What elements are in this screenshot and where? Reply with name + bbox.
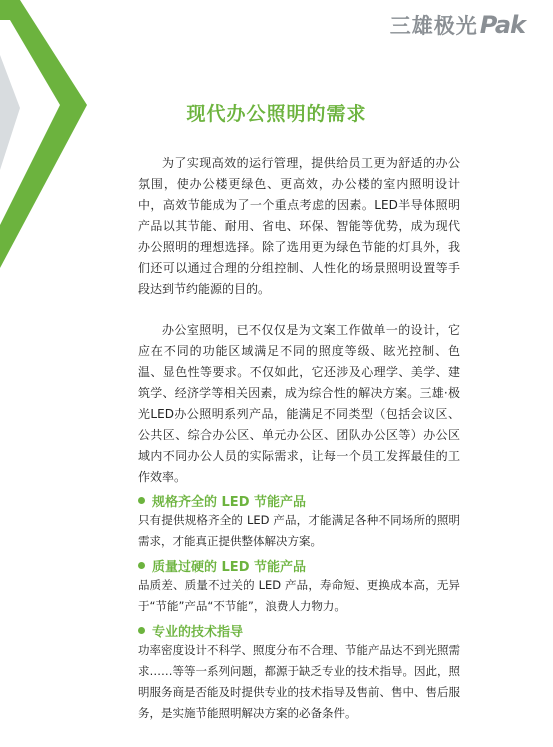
section-quality [138, 555, 460, 617]
section-complete-specs [138, 490, 460, 552]
office-lighting-paragraph: 办公室照明，已不仅仅是为文案工作做单一的设计，它应在不同的功能区域满足不同的照度等级、眩光控制、色温、显色性等要求。不仅如此，它还涉及心理学、美学、建筑学、经济学等相关因素，成为综合性的解决方案。三雄·极光LED办公照明系列产品，能满足不同类型（包括会议区、公共区、综合办公区、单元办公区、团队办公区等）办公区域内不同办公人员的实际需求，让每一个员工发挥最佳的工作效率。 [138, 323, 460, 484]
intro-paragraph: 为了实现高效的运行管理，提供给员工更为舒适的办公氛围，使办公楼更绿色、更高效，办公楼的室内照明设计中，高效节能成为了一个重点考虑的因素。LED半导体照明产品以其节能、耐用、省电、环保、智能等优势，成为现代办公照明的理想选择。除了选用更为绿色节能的灯具外，我们还可以通过合理的分组控制、人性化的场景照明设置等手段达到节约能源的目的。 [138, 156, 460, 296]
brand-logo [390, 10, 525, 40]
bullet-dot-icon [138, 562, 145, 569]
logo-text-cn: 三雄极光 [389, 14, 478, 38]
section-heading-text: 规格齐全的 LED 节能产品 [152, 494, 307, 510]
section-technical-guidance [138, 620, 460, 724]
section-body: 功率密度设计不科学、照度分布不合理、节能产品达不到光照需求……等等一系列问题，都源于缺乏专业的技术指导。因此，照明服务商是否能及时提供专业的技术指导及售前、售中、售后服务，是实施节能照明解决方案的必备条件。 [138, 643, 460, 720]
section-heading [138, 490, 460, 510]
section-heading [138, 620, 460, 640]
page-title: 现代办公照明的需求 [186, 103, 367, 125]
section-heading-text: 质量过硬的 LED 节能产品 [152, 559, 307, 575]
logo-text-en: Pak [479, 11, 525, 39]
section-body: 只有提供规格齐全的 LED 产品，才能满足各种不同场所的照明需求，才能真正提供整体解决方案。 [138, 513, 460, 548]
bullet-dot-icon [138, 497, 145, 504]
bullet-dot-icon [138, 627, 145, 634]
section-heading-text: 专业的技术指导 [152, 624, 244, 640]
green-chevron-decoration [0, 0, 120, 300]
section-body: 品质差、质量不过关的 LED 产品，寿命短、更换成本高，无异于“节能”产品“不节能”，浪费人力物力。 [138, 578, 460, 613]
section-heading [138, 555, 460, 575]
